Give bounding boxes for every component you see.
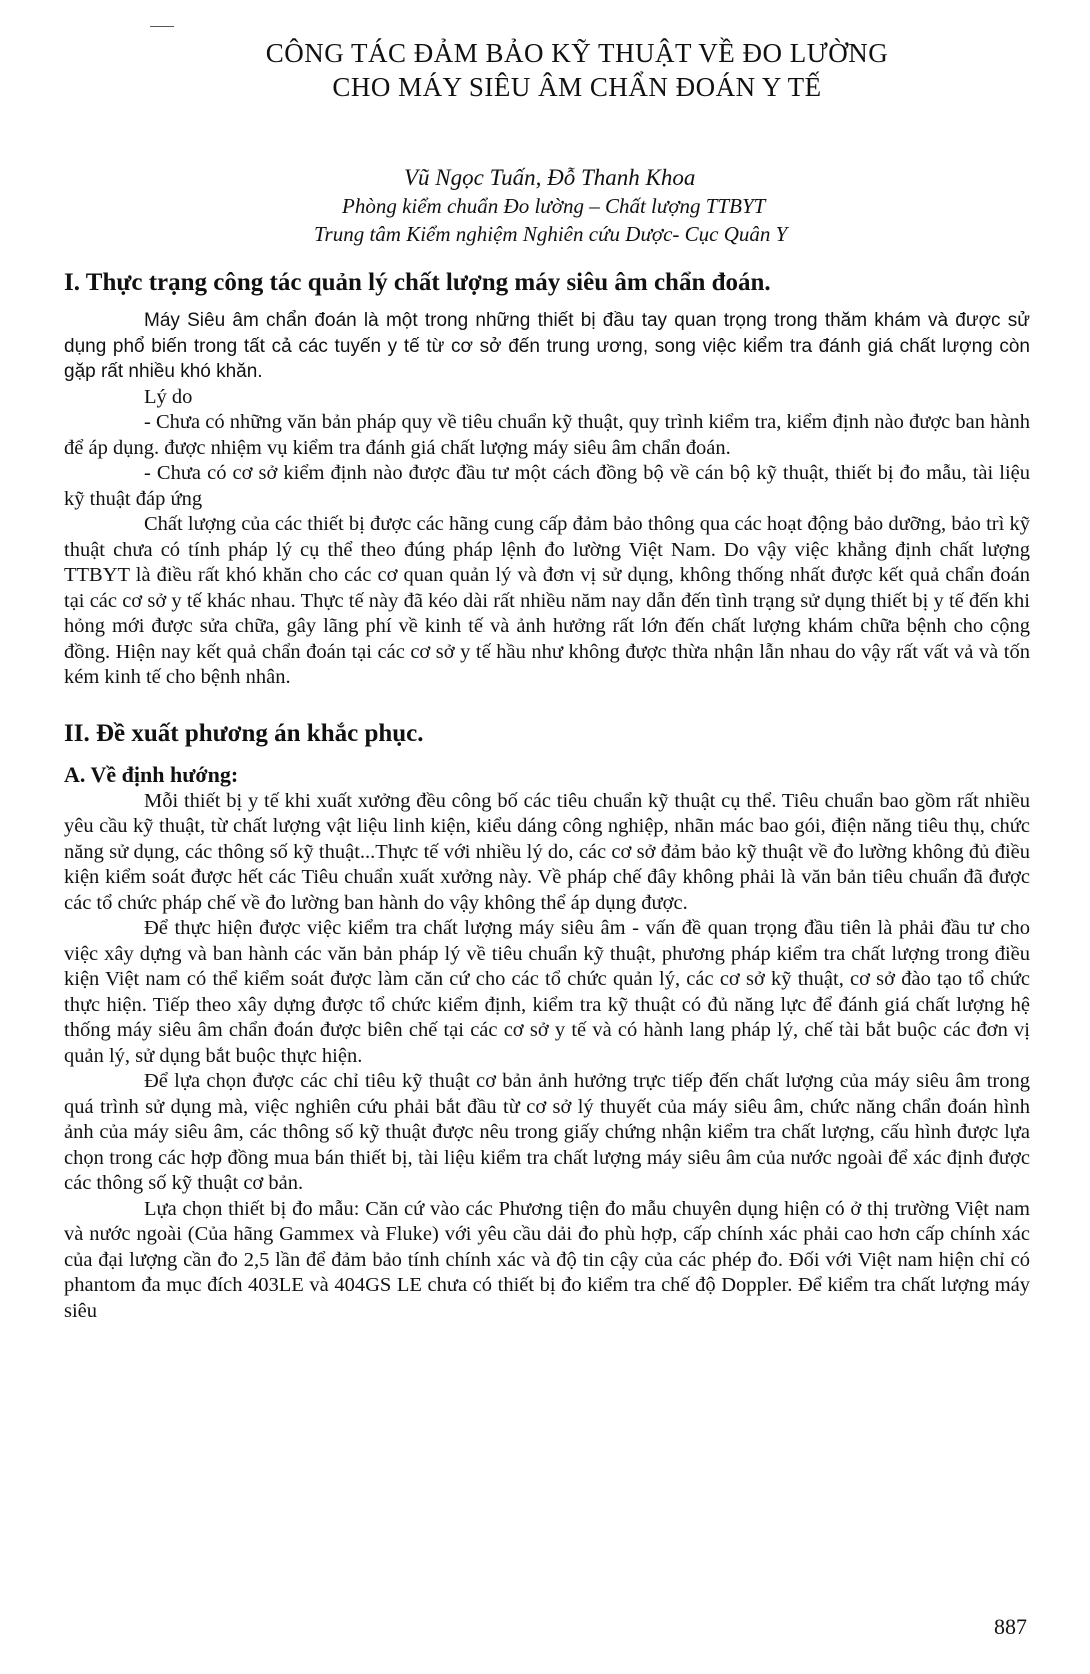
- section-1-paragraph-2: Lý do: [144, 385, 193, 408]
- section-1-paragraph-3: - Chưa có những văn bản pháp quy về tiêu chuẩn kỹ thuật, quy trình kiểm tra, kiểm định nào được ban hành để áp dụng. được nhiệm vụ kiểm tra đánh giá chất lượng máy siêu âm chẩn đoán.: [64, 411, 1030, 459]
- page-title: [124, 36, 1030, 104]
- section-2-heading: II. Đề xuất phương án khắc phục.: [64, 719, 424, 747]
- section-1: [64, 268, 1030, 691]
- section-2-paragraph-2: Để thực hiện được việc kiểm tra chất lượng máy siêu âm - vấn đề quan trọng đầu tiên là phải đầu tư cho việc xây dựng và ban hành các văn bản pháp lý về tiêu chuẩn kỹ thuật, phương pháp kiểm tra chất lượng trong điều kiện Việt nam có thể kiểm soát được làm căn cứ cho các tổ chức quản lý, các cơ sở kỹ thuật, cơ sở đào tạo tổ chức thực hiện. Tiếp theo xây dựng được tổ chức kiểm định, kiểm tra kỹ thuật có đủ năng lực để đánh giá chất lượng hệ thống máy siêu âm chẩn đoán được biên chế tại các cơ sở y tế và có hành lang pháp lý, chế tài bắt buộc các đơn vị quản lý, sử dụng bắt buộc thực hiện.: [64, 917, 1030, 1067]
- section-1-paragraph-1: Máy Siêu âm chẩn đoán là một trong những thiết bị đầu tay quan trọng trong thăm khám và được sử dụng phổ biến trong tất cả các tuyến y tế từ cơ sở đến trung ương, song việc kiểm tra đánh giá chất lượng còn gặp rất nhiều khó khăn.: [64, 310, 1030, 382]
- section-2-paragraph-3: Để lựa chọn được các chỉ tiêu kỹ thuật cơ bản ảnh hưởng trực tiếp đến chất lượng của máy siêu âm trong quá trình sử dụng mà, việc nghiên cứu phải bắt đầu từ cơ sở lý thuyết của máy siêu âm, chức năng chẩn đoán hình ảnh của máy siêu âm, các thông số kỹ thuật được nêu trong giấy chứng nhận kiểm tra chất lượng, cấu hình được lựa chọn trong các hợp đồng mua bán thiết bị, tài liệu kiểm tra chất lượng máy siêu âm của nước ngoài để xác định được các thông số kỹ thuật cơ bản.: [64, 1070, 1030, 1194]
- section-2-subheading: A. Về định hướng:: [64, 761, 239, 787]
- title-dash-mark: [150, 26, 174, 27]
- title-line-1: CÔNG TÁC ĐẢM BẢO KỸ THUẬT VỀ ĐO LƯỜNG: [265, 38, 889, 68]
- title-line-2: CHO MÁY SIÊU ÂM CHẨN ĐOÁN Y TẾ: [332, 72, 822, 102]
- page-number: 887: [994, 1614, 1027, 1639]
- section-1-heading: I. Thực trạng công tác quản lý chất lượng máy siêu âm chẩn đoán.: [64, 269, 771, 296]
- author-block: [314, 164, 1030, 248]
- author-names: Vũ Ngọc Tuấn, Đỗ Thanh Khoa: [404, 165, 696, 190]
- page: [64, 36, 1030, 1324]
- section-2-paragraph-1: Mỗi thiết bị y tế khi xuất xưởng đều công bố các tiêu chuẩn kỹ thuật cụ thể. Tiêu chuẩn bao gồm rất nhiều yêu cầu kỹ thuật, từ chất lượng vật liệu linh kiện, kiểu dáng công nghiệp, nhãn mác bao gói, điện năng tiêu thụ, chức năng sử dụng, các thông số kỹ thuật...Thực tế với nhiều lý do, các cơ sở đảm bảo kỹ thuật về đo lường không đủ điều kiện kiểm soát được hết các Tiêu chuẩn xuất xưởng này. Về pháp chế đây không phải là văn bản tiêu chuẩn đã được các tổ chức pháp chế về đo lường ban hành do vậy không thể áp dụng được.: [64, 789, 1030, 914]
- section-2-paragraph-4: Lựa chọn thiết bị đo mẫu: Căn cứ vào các Phương tiện đo mẫu chuyên dụng hiện có ở thị trường Việt nam và nước ngoài (Của hãng Gammex và Fluke) với yêu cầu dải đo phù hợp, cấp chính xác phải cao hơn cấp chính xác của đại lượng cần đo 2,5 lần để đảm bảo tính chính xác và độ tin cậy của các phép đo. Đối với Việt nam hiện chỉ có phantom đa mục đích 403LE và 404GS LE chưa có thiết bị đo kiểm tra chế độ Doppler. Để kiểm tra chất lượng máy siêu: [64, 1197, 1030, 1322]
- section-1-paragraph-4: - Chưa có cơ sở kiểm định nào được đầu tư một cách đồng bộ về cán bộ kỹ thuật, thiết bị đo mẫu, tài liệu kỹ thuật đáp ứng: [64, 462, 1030, 510]
- section-1-paragraph-5: Chất lượng của các thiết bị được các hãng cung cấp đảm bảo thông qua các hoạt động bảo dưỡng, bảo trì kỹ thuật chưa có tính pháp lý cụ thể theo đúng pháp lệnh đo lường Việt Nam. Do vậy việc khẳng định chất lượng TTBYT là điều rất khó khăn cho các cơ quan quản lý và đơn vị sử dụng, không thống nhất được kết quả chẩn đoán tại các cơ sở y tế khác nhau. Thực tế này đã kéo dài rất nhiều năm nay dẫn đến tình trạng sử dụng thiết bị y tế đến khi hỏng mới được sửa chữa, gây lãng phí về kinh tế và ảnh hưởng rất lớn đến chất lượng khám chữa bệnh cho cộng đồng. Hiện nay kết quả chẩn đoán tại các cơ sở y tế hầu như không được thừa nhận lẫn nhau do vậy rất vất vả và tốn kém kinh tế cho bệnh nhân.: [64, 513, 1030, 688]
- author-affiliation-1: Phòng kiểm chuẩn Đo lường – Chất lượng TTBYT: [342, 194, 766, 218]
- section-2: [64, 719, 1030, 1325]
- author-affiliation-2: Trung tâm Kiểm nghiệm Nghiên cứu Dược- Cục Quân Y: [314, 222, 788, 246]
